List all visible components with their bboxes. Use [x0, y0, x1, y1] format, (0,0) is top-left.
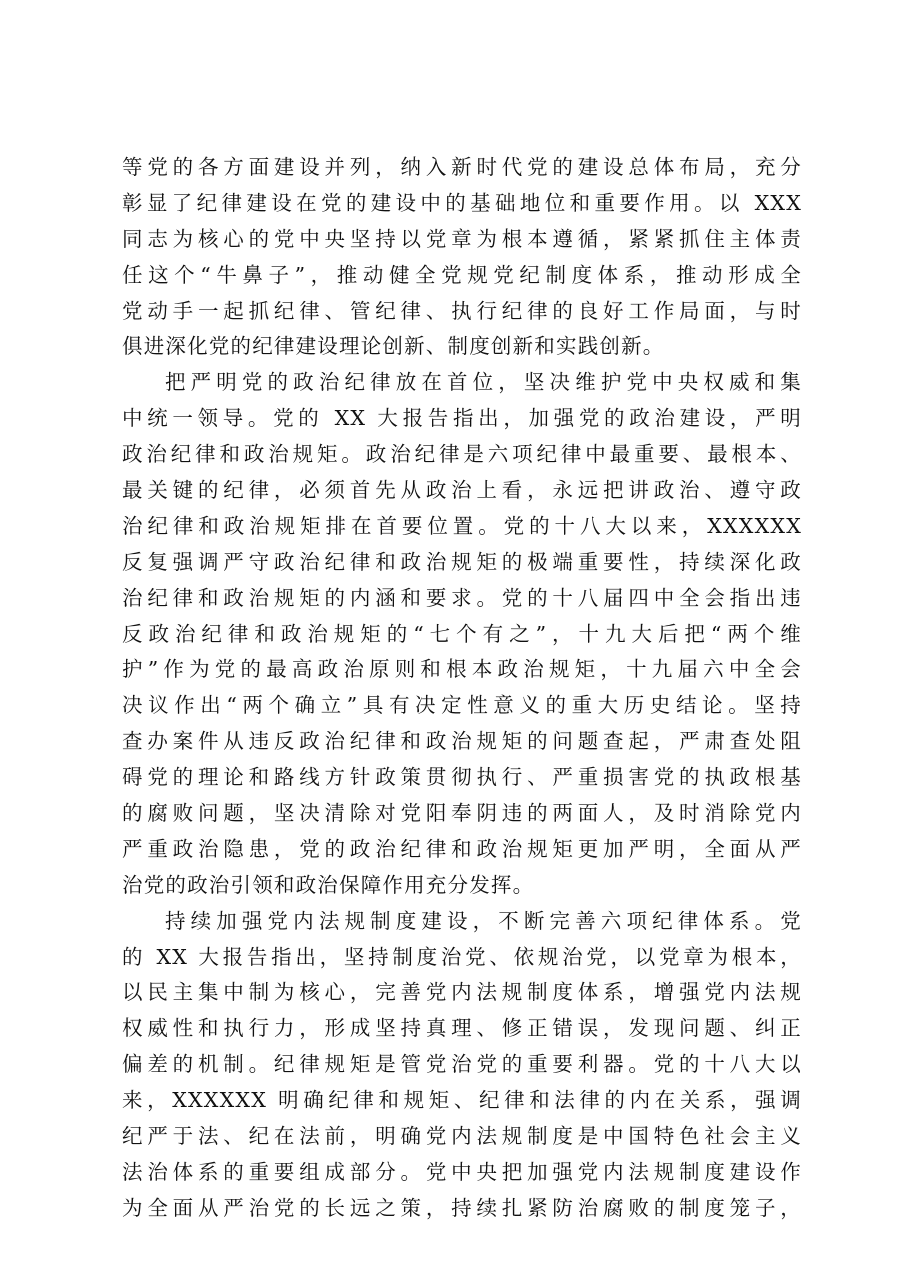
text-line: 把严明党的政治纪律放在首位，坚决维护党中央权威和集: [165, 370, 802, 395]
text-line: 的腐败问题，坚决清除对党阳奉阴违的两面人，及时消除党内: [122, 801, 802, 826]
text-line: 同志为核心的党中央坚持以党章为根本遵循，紧紧抓住主体责: [122, 226, 802, 251]
text-line: 为全面从严治党的长远之策，持续扎紧防治腐败的制度笼子，: [122, 1195, 802, 1220]
text-line: 严重政治隐患，党的政治纪律和政治规矩更加严明，全面从严: [122, 836, 802, 861]
text-line: 政治纪律和政治规矩。政治纪律是六项纪律中最重要、最根本、: [122, 442, 802, 467]
text-line: 任这个“牛鼻子”，推动健全党规党纪制度体系，推动形成全: [122, 262, 802, 287]
text-line: 中统一领导。党的 XX 大报告指出，加强党的政治建设，严明: [122, 406, 802, 431]
text-line: 治纪律和政治规矩的内涵和要求。党的十八届四中全会指出违: [122, 585, 802, 610]
text-line: 最关键的纪律，必须首先从政治上看，永远把讲政治、遵守政: [122, 478, 802, 503]
text-line: 查办案件从违反政治纪律和政治规矩的问题查起，严肃查处阻: [122, 729, 802, 754]
text-line: 纪严于法、纪在法前，明确党内法规制度是中国特色社会主义: [122, 1124, 802, 1149]
text-line: 的 XX 大报告指出，坚持制度治党、依规治党，以党章为根本，: [122, 944, 802, 969]
text-line: 俱进深化党的纪律建设理论创新、制度创新和实践创新。: [122, 334, 665, 359]
text-line: 法治体系的重要组成部分。党中央把加强党内法规制度建设作: [122, 1159, 802, 1184]
text-line: 来，XXXXXX 明确纪律和规矩、纪律和法律的内在关系，强调: [122, 1088, 802, 1113]
text-line: 以民主集中制为核心，完善党内法规制度体系，增强党内法规: [122, 980, 802, 1005]
text-line: 党动手一起抓纪律、管纪律、执行纪律的良好工作局面，与时: [122, 298, 802, 323]
text-line: 偏差的机制。纪律规矩是管党治党的重要利器。党的十八大以: [122, 1052, 802, 1077]
text-line: 持续加强党内法规制度建设，不断完善六项纪律体系。党: [165, 908, 802, 933]
text-line: 护”作为党的最高政治原则和根本政治规矩，十九届六中全会: [122, 657, 802, 682]
text-line: 治党的政治引领和政治保障作用充分发挥。: [122, 872, 535, 897]
text-line: 彰显了纪律建设在党的建设中的基础地位和重要作用。以 XXX: [122, 190, 802, 215]
text-line: 权威性和执行力，形成坚持真理、修正错误，发现问题、纠正: [122, 1016, 802, 1041]
text-line: 碍党的理论和路线方针政策贯彻执行、严重损害党的执政根基: [122, 765, 802, 790]
text-line: 反复强调严守政治纪律和政治规矩的极端重要性，持续深化政: [122, 549, 802, 574]
paragraph: [122, 904, 802, 1227]
paragraph: [122, 365, 802, 903]
text-line: 治纪律和政治规矩排在首要位置。党的十八大以来，XXXXXX: [122, 513, 802, 538]
document-body: [122, 150, 802, 1227]
text-line: 等党的各方面建设并列，纳入新时代党的建设总体布局，充分: [122, 155, 802, 179]
text-line: 反政治纪律和政治规矩的“七个有之”，十九大后把“两个维: [122, 621, 802, 646]
text-line: 决议作出“两个确立”具有决定性意义的重大历史结论。坚持: [122, 693, 802, 718]
paragraph: [122, 150, 802, 365]
